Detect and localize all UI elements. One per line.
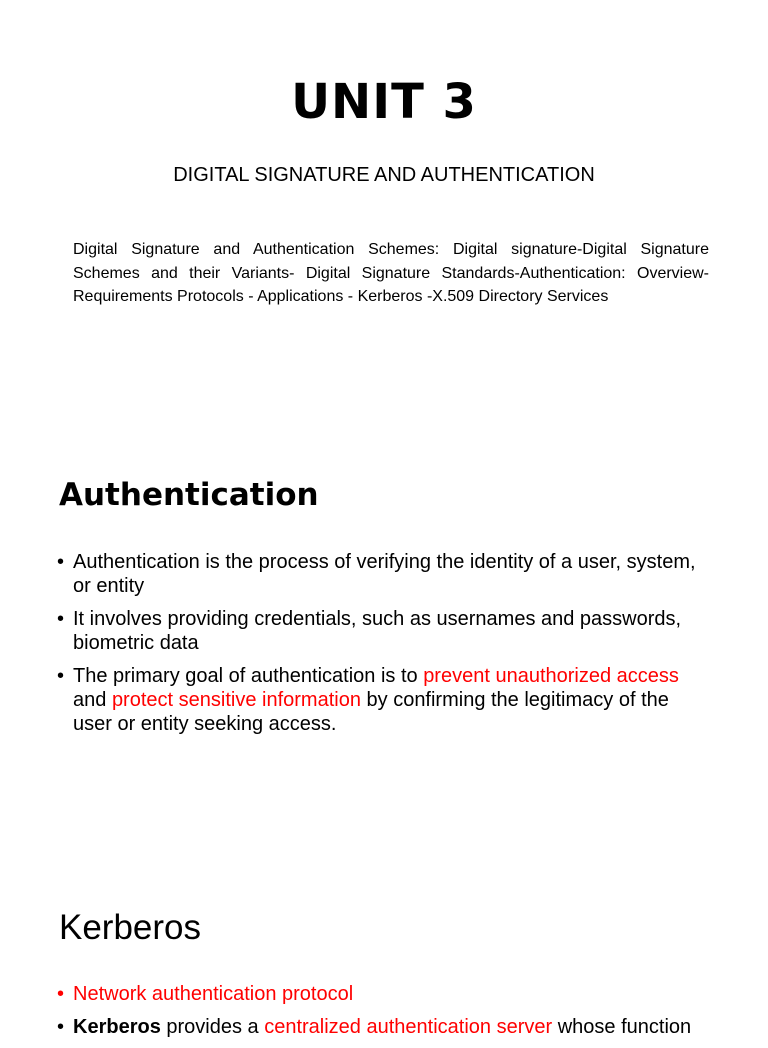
- bullet-text: by confirming the legitimacy of the user or entity seeking access.: [73, 689, 669, 735]
- bullet-text: whose function: [552, 1016, 692, 1038]
- bullet-text: provides a: [160, 1016, 265, 1038]
- bullet-icon: •: [57, 608, 65, 630]
- list-item: [57, 550, 707, 598]
- list-item: [57, 607, 707, 655]
- bullet-icon: •: [57, 1016, 65, 1038]
- unit-overview-text: Digital Signature and Authentication Schemes: Digital signature-Digital Signature Schemes and their Variants- Digital Signature Standards-Authentication: Overview- Requirements Protocols - Applications - Kerberos -X.509 Directory Services: [73, 241, 709, 305]
- slide-kerberos: [0, 860, 768, 1038]
- slide-authentication: [0, 430, 768, 860]
- list-item: [57, 1015, 707, 1039]
- authentication-heading: Authentication: [59, 477, 319, 513]
- bullet-text: Network authentication protocol: [73, 983, 354, 1005]
- kerberos-bullet-list: [57, 982, 707, 1048]
- highlight-text: prevent unauthorized access: [423, 665, 679, 687]
- unit-subtitle: DIGITAL SIGNATURE AND AUTHENTICATION: [173, 164, 595, 186]
- bullet-icon: •: [57, 983, 65, 1005]
- bullet-icon: •: [57, 551, 65, 573]
- bullet-text: It involves providing credentials, such as usernames and passwords, biometric data: [73, 608, 682, 654]
- list-item: [57, 982, 707, 1006]
- kerberos-term: Kerberos: [73, 1016, 161, 1038]
- bullet-text: and: [73, 689, 112, 711]
- highlight-text: centralized authentication server: [264, 1016, 553, 1038]
- bullet-text: The primary goal of authentication is to: [73, 665, 424, 687]
- highlight-text: protect sensitive information: [111, 689, 361, 711]
- bullet-text: Authentication is the process of verifying the identity of a user, system, or entity: [73, 551, 696, 597]
- slide-unit-title: [0, 0, 768, 430]
- list-item: [57, 664, 707, 736]
- unit-title: UNIT 3: [291, 74, 477, 130]
- authentication-bullet-list: [57, 550, 707, 745]
- bullet-icon: •: [57, 665, 65, 687]
- kerberos-heading: Kerberos: [59, 908, 202, 947]
